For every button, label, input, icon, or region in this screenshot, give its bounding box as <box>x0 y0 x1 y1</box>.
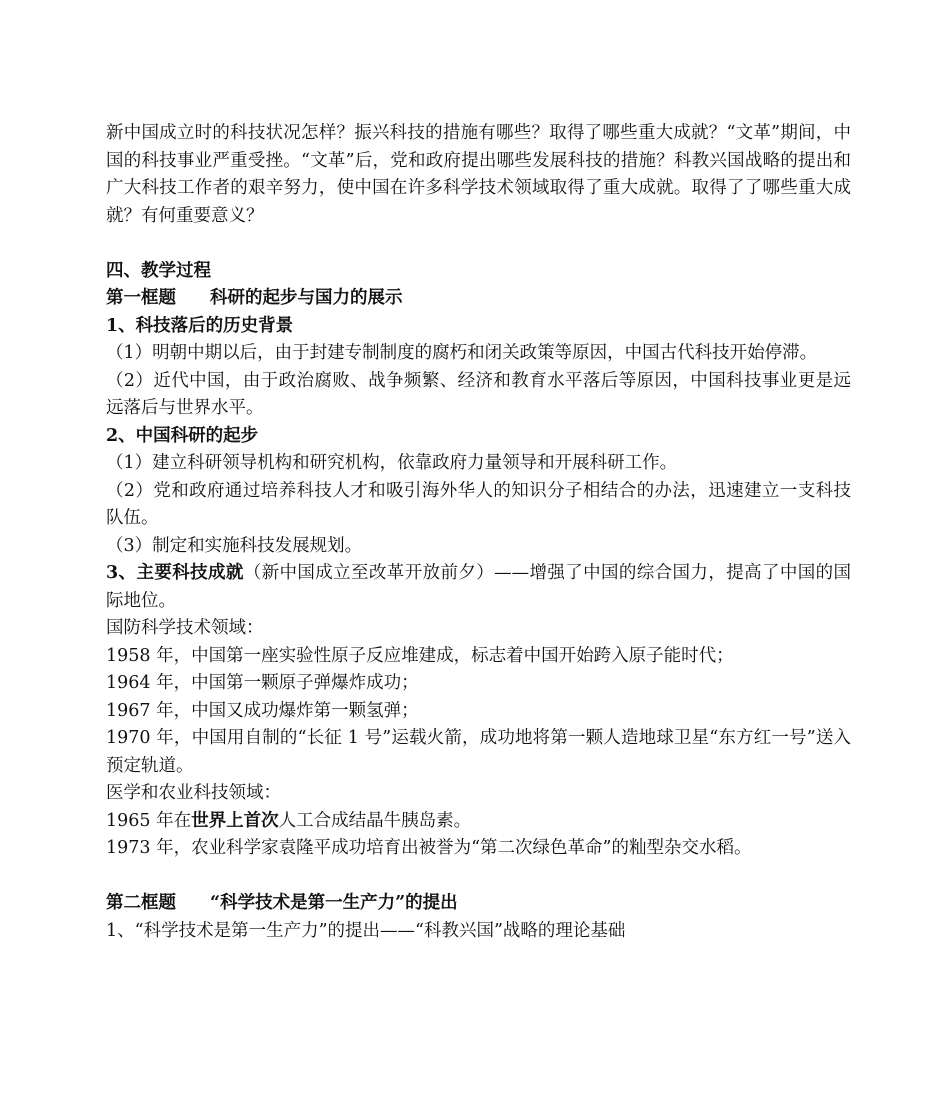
s2-paragraph-3: （3）制定和实施科技发展规划。 <box>106 535 363 556</box>
medical-label: 医学和农业科技领域： <box>106 783 281 803</box>
m1-bold: 世界上首次 <box>191 810 279 831</box>
frame-label: 第二框题 <box>106 893 176 913</box>
defense-item-1958: 1958 年，中国第一座实验性原子反应堆建成，标志着中国开始跨入原子能时代； <box>106 645 734 666</box>
m1-post: 人工合成结晶牛胰岛素。 <box>278 810 472 831</box>
frame-title: “科学技术是第一生产力”的提出 <box>210 893 458 913</box>
defense-label: 国防科学技术领域： <box>106 618 264 638</box>
frame-heading-1 <box>106 285 851 313</box>
spacer <box>106 230 851 258</box>
medical-item-1973: 1973 年，农业科学家袁隆平成功培育出被誉为“第二次绿色革命”的籼型杂交水稻。 <box>106 838 752 858</box>
section-heading: 四、教学过程 <box>106 260 211 281</box>
defense-item-1967: 1967 年，中国又成功爆炸第一颗氢弹； <box>106 700 419 721</box>
frame-heading-2 <box>106 890 851 918</box>
defense-item-1970: 1970 年，中国用自制的“长征 1 号”运载火箭，成功地将第一颗人造地球卫星“东方红一号”送入预定轨道。 <box>106 728 851 776</box>
document-page <box>106 120 851 945</box>
s1-paragraph-2: （2）近代中国，由于政治腐败、战争频繁、经济和教育水平落后等原因，中国科技事业更是远远落后与世界水平。 <box>106 370 851 418</box>
frame-title: 科研的起步与国力的展示 <box>210 288 403 308</box>
medical-item-1965 <box>106 808 851 836</box>
frame2-item-1: 1、“科学技术是第一生产力”的提出——“科教兴国”战略的理论基础 <box>106 920 626 941</box>
spacer <box>106 863 851 891</box>
s2-paragraph-2: （2）党和政府通过培养科技人才和吸引海外华人的知识分子相结合的办法，迅速建立一支科技队伍。 <box>106 480 851 528</box>
subsection-heading-3 <box>106 560 851 615</box>
s3-heading-bold: 3、主要科技成就 <box>106 563 244 583</box>
s1-paragraph-1: （1）明朝中期以后，由于封建专制制度的腐朽和闭关政策等原因，中国古代科技开始停滞。 <box>106 343 818 363</box>
s3-heading-rest: （新中国成立至改革开放前夕）——增强了中国的综合国力，提高了中国的国际地位。 <box>106 563 851 611</box>
s2-paragraph-1: （1）建立科研领导机构和研究机构，依靠政府力量领导和开展科研工作。 <box>106 453 678 473</box>
intro-paragraph: 新中国成立时的科技状况怎样？振兴科技的措施有哪些？取得了哪些重大成就？“文革”期间，中国的科技事业严重受挫。“文革”后，党和政府提出哪些发展科技的措施？科教兴国战略的提出和广大科技工作者的艰辛努力，使中国在许多科学技术领域取得了重大成就。取得了了哪些重大成就？有何重要意义？ <box>106 123 851 226</box>
m1-pre: 1965 年在 <box>106 810 192 831</box>
subsection-heading-1: 1、科技落后的历史背景 <box>106 315 294 336</box>
defense-item-1964: 1964 年，中国第一颗原子弹爆炸成功； <box>106 673 419 693</box>
subsection-heading-2: 2、中国科研的起步 <box>106 425 259 446</box>
frame-label: 第一框题 <box>106 288 176 308</box>
